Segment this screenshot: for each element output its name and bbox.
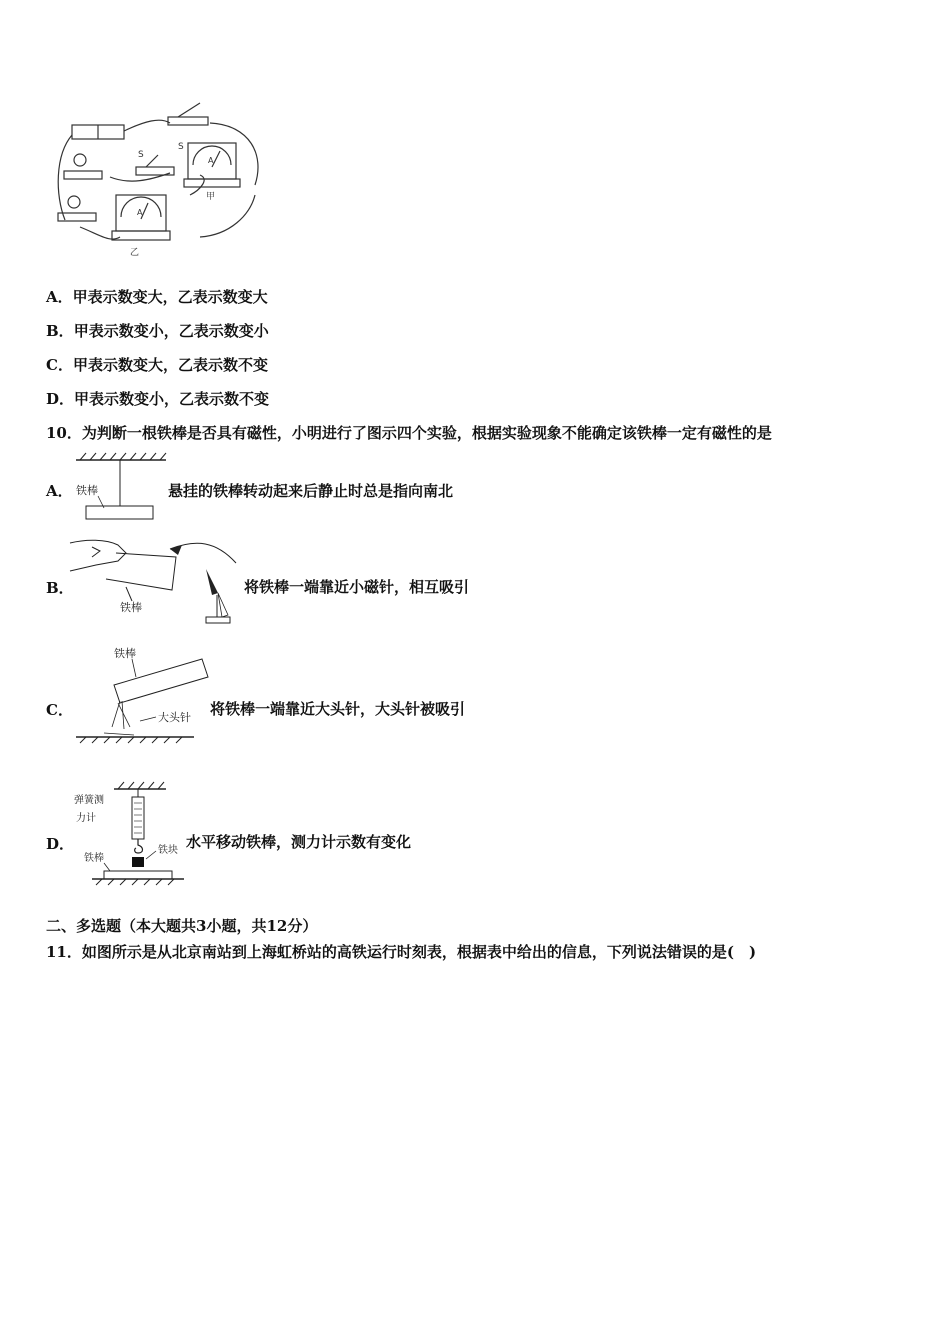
iron-rod-label-d: 铁棒: [84, 853, 104, 864]
switch2-label: S: [138, 150, 144, 160]
q10-option-c-letter: C．: [46, 701, 73, 719]
section-heading: 二、多选题（本大题共3小题，共12分）: [46, 917, 318, 935]
q10-option-b-letter: B．: [46, 579, 74, 597]
q10-option-a-letter: A．: [46, 482, 73, 500]
meter1-label: A: [208, 156, 214, 165]
meter2-label: A: [137, 208, 143, 217]
iron-rod-label-a: 铁棒: [76, 484, 98, 497]
circuit-figure: [50, 95, 270, 265]
spring-scale-figure: [74, 779, 194, 891]
hand-compass-figure: [66, 535, 246, 630]
q10-option-d-text: 水平移动铁棒，测力计示数有变化: [186, 833, 412, 851]
iron-rod-label-b: 铁棒: [120, 601, 142, 614]
q11-stem: 11．如图所示是从北京南站到上海虹桥站的高铁运行时刻表，根据表中给出的信息，下列说法错误的是( ): [46, 943, 757, 961]
hanging-rod-figure: [74, 452, 169, 524]
yi-label: 乙: [130, 248, 140, 258]
iron-block-label: 铁块: [158, 845, 178, 856]
q10-option-d-letter: D．: [46, 835, 75, 853]
q10-option-c-text: 将铁棒一端靠近大头针，大头针被吸引: [210, 700, 466, 718]
spring-scale-label-1: 弹簧测: [74, 795, 104, 806]
jia-label: 甲: [206, 192, 216, 202]
q10-option-a-text: 悬挂的铁棒转动起来后静止时总是指向南北: [168, 482, 454, 500]
q9-option-d: D．甲表示数变小，乙表示数不变: [46, 390, 270, 408]
switch1-label: S: [178, 142, 184, 152]
spring-scale-label-2: 力计: [76, 813, 96, 824]
pin-label: 大头针: [158, 711, 191, 724]
q9-option-a: A．甲表示数变大，乙表示数变大: [46, 288, 268, 306]
q9-option-b: B．甲表示数变小，乙表示数变小: [46, 322, 269, 340]
q10-stem: 10．为判断一根铁棒是否具有磁性，小明进行了图示四个实验，根据实验现象不能确定该铁棒一定有磁性的是: [46, 424, 772, 442]
q9-option-c: C．甲表示数变大，乙表示数不变: [46, 356, 268, 374]
pins-figure: [74, 643, 214, 747]
iron-rod-label-c: 铁棒: [114, 647, 136, 660]
q10-option-b-text: 将铁棒一端靠近小磁针，相互吸引: [244, 578, 470, 596]
